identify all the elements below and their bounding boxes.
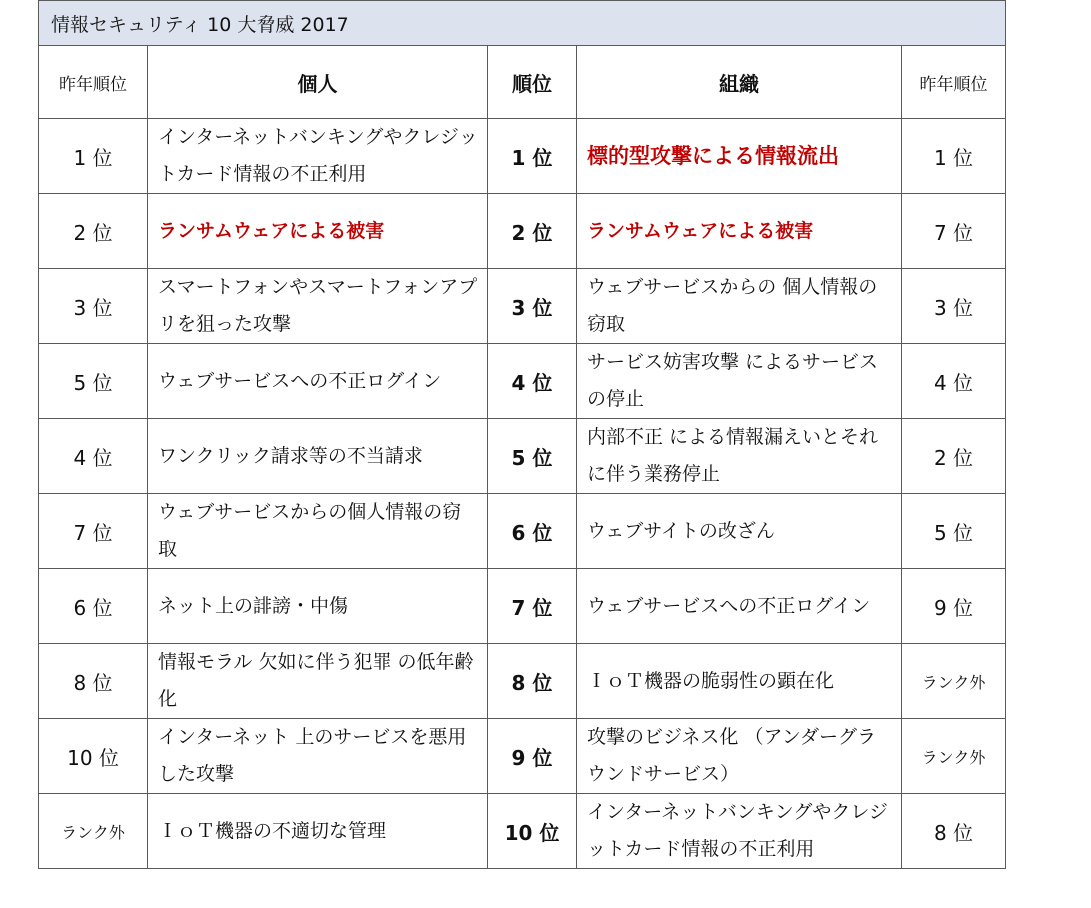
table-row [39,644,1006,719]
table-row [39,119,1006,194]
threat-personal: インターネットバンキングやクレジットカード情報の不正利用 [148,119,488,194]
rank-cell: 6 位 [488,494,577,569]
header-organization: 組織 [577,46,902,119]
header-personal: 個人 [148,46,488,119]
table-row [39,719,1006,794]
rank-cell: 3 位 [488,269,577,344]
prev-rank-personal: 4 位 [39,419,148,494]
prev-rank-organization: ランク外 [902,719,1006,794]
threat-organization: ＩｏＴ機器の脆弱性の顕在化 [577,644,902,719]
threat-personal: ランサムウェアによる被害 [148,194,488,269]
threat-organization: インターネットバンキングやクレジットカード情報の不正利用 [577,794,902,869]
prev-rank-personal: 5 位 [39,344,148,419]
threat-organization: 攻撃のビジネス化 （アンダーグラウンドサービス） [577,719,902,794]
prev-rank-personal: 6 位 [39,569,148,644]
rank-cell: 8 位 [488,644,577,719]
table-row [39,494,1006,569]
table-title: 情報セキュリティ 10 大脅威 2017 [39,1,1006,46]
threat-organization: ウェブサービスからの 個人情報の窃取 [577,269,902,344]
threat-personal: 情報モラル 欠如に伴う犯罪 の低年齢化 [148,644,488,719]
threat-organization: ウェブサイトの改ざん [577,494,902,569]
prev-rank-personal: 2 位 [39,194,148,269]
prev-rank-personal: 10 位 [39,719,148,794]
threat-personal: スマートフォンやスマートフォンアプリを狙った攻撃 [148,269,488,344]
threat-personal: ワンクリック請求等の不当請求 [148,419,488,494]
threat-personal: ウェブサービスへの不正ログイン [148,344,488,419]
prev-rank-personal: 8 位 [39,644,148,719]
table-row [39,344,1006,419]
prev-rank-organization: 3 位 [902,269,1006,344]
rank-cell: 5 位 [488,419,577,494]
table-row [39,269,1006,344]
threat-organization: 標的型攻撃による情報流出 [577,119,902,194]
prev-rank-personal: 1 位 [39,119,148,194]
rank-cell: 4 位 [488,344,577,419]
prev-rank-organization: ランク外 [902,644,1006,719]
rank-cell: 2 位 [488,194,577,269]
table-row [39,419,1006,494]
prev-rank-organization: 5 位 [902,494,1006,569]
prev-rank-organization: 1 位 [902,119,1006,194]
threat-ranking-table [38,0,1006,869]
header-prev-rank-personal: 昨年順位 [39,46,148,119]
table-row [39,569,1006,644]
prev-rank-personal: ランク外 [39,794,148,869]
rank-cell: 10 位 [488,794,577,869]
prev-rank-organization: 2 位 [902,419,1006,494]
threat-organization: ランサムウェアによる被害 [577,194,902,269]
threat-organization: ウェブサービスへの不正ログイン [577,569,902,644]
rank-cell: 9 位 [488,719,577,794]
threat-personal: インターネット 上のサービスを悪用した攻撃 [148,719,488,794]
rank-cell: 7 位 [488,569,577,644]
header-prev-rank-organization: 昨年順位 [902,46,1006,119]
header-row [39,46,1006,119]
threat-organization: サービス妨害攻撃 によるサービスの停止 [577,344,902,419]
prev-rank-organization: 7 位 [902,194,1006,269]
table-row [39,794,1006,869]
prev-rank-personal: 3 位 [39,269,148,344]
threat-organization: 内部不正 による情報漏えいとそれに伴う業務停止 [577,419,902,494]
threat-personal: ネット上の誹謗・中傷 [148,569,488,644]
prev-rank-organization: 4 位 [902,344,1006,419]
table-row [39,194,1006,269]
header-rank: 順位 [488,46,577,119]
prev-rank-organization: 9 位 [902,569,1006,644]
threat-personal: ＩｏＴ機器の不適切な管理 [148,794,488,869]
threat-personal: ウェブサービスからの個人情報の窃取 [148,494,488,569]
prev-rank-organization: 8 位 [902,794,1006,869]
rank-cell: 1 位 [488,119,577,194]
prev-rank-personal: 7 位 [39,494,148,569]
